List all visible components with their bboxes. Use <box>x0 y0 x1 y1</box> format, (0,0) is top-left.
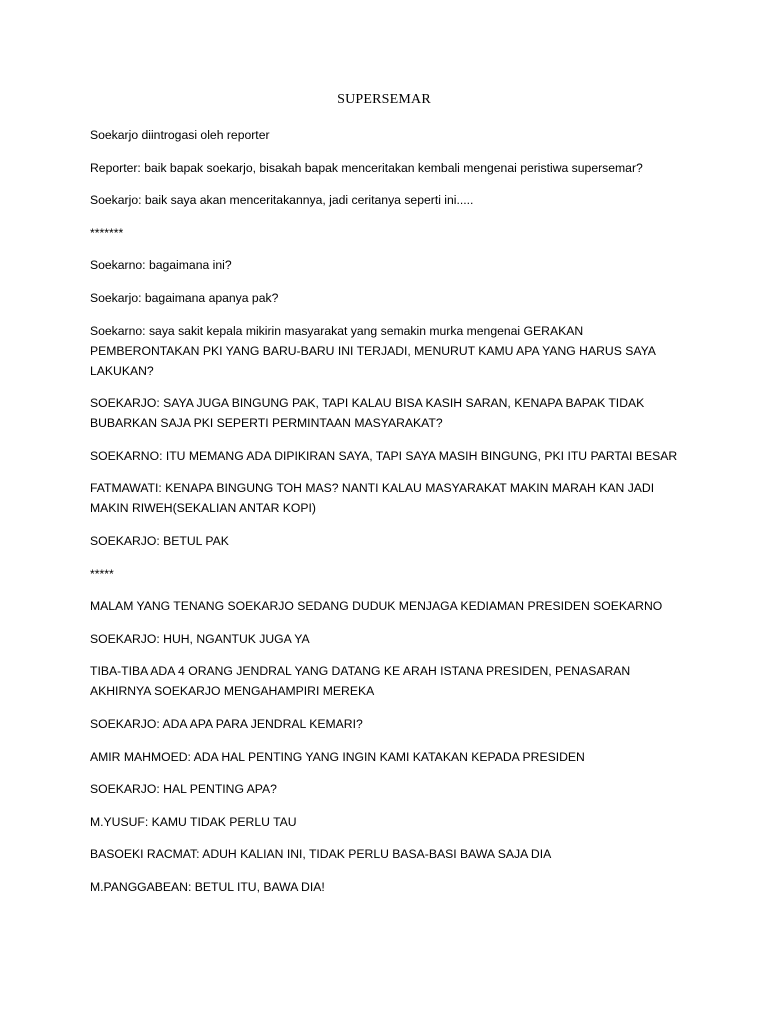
paragraph: SOEKARNO: ITU MEMANG ADA DIPIKIRAN SAYA, TAPI SAYA MASIH BINGUNG, PKI ITU PARTAI BESAR <box>90 448 678 463</box>
paragraph: Soekarjo diintrogasi oleh reporter <box>90 128 270 142</box>
paragraph: Soekarno: saya sakit kepala mikirin masyarakat yang semakin murka mengenai GERAKAN PEMBERONTAKAN PKI YANG BARU-BARU INI TERJADI, MENURUT KAMU APA YANG HARUS SAYA LAKUKAN? <box>90 323 656 378</box>
paragraph: TIBA-TIBA ADA 4 ORANG JENDRAL YANG DATANG KE ARAH ISTANA PRESIDEN, PENASARAN AKHIRNYA SOEKARJO MENGAHAMPIRI MEREKA <box>90 664 631 699</box>
paragraph: M.PANGGABEAN: BETUL ITU, BAWA DIA! <box>90 879 325 894</box>
separator: ***** <box>90 566 114 581</box>
document-title: SUPERSEMAR <box>337 92 431 107</box>
document-body <box>90 125 680 909</box>
paragraph: MALAM YANG TENANG SOEKARJO SEDANG DUDUK MENJAGA KEDIAMAN PRESIDEN SOEKARNO <box>90 599 663 614</box>
paragraph: M.YUSUF: KAMU TIDAK PERLU TAU <box>90 814 297 829</box>
paragraph: SOEKARJO: HAL PENTING APA? <box>90 782 277 797</box>
paragraph: BASOEKI RACMAT: ADUH KALIAN INI, TIDAK PERLU BASA-BASI BAWA SAJA DIA <box>90 847 552 862</box>
paragraph: AMIR MAHMOED: ADA HAL PENTING YANG INGIN KAMI KATAKAN KEPADA PRESIDEN <box>90 749 585 764</box>
paragraph: SOEKARJO: SAYA JUGA BINGUNG PAK, TAPI KALAU BISA KASIH SARAN, KENAPA BAPAK TIDAK BUBARKAN SAJA PKI SEPERTI PERMINTAAN MASYARAKAT? <box>90 396 645 431</box>
separator: ******* <box>90 225 124 240</box>
paragraph: Reporter: baik bapak soekarjo, bisakah bapak menceritakan kembali mengenai peristiwa supersemar? <box>90 160 643 175</box>
paragraph: FATMAWATI: KENAPA BINGUNG TOH MAS? NANTI KALAU MASYARAKAT MAKIN MARAH KAN JADI MAKIN RIWEH(SEKALIAN ANTAR KOPI) <box>90 481 655 516</box>
paragraph: Soekarjo: bagaimana apanya pak? <box>90 290 279 305</box>
paragraph: SOEKARJO: ADA APA PARA JENDRAL KEMARI? <box>90 716 363 731</box>
paragraph: Soekarjo: baik saya akan menceritakannya, jadi ceritanya seperti ini..... <box>90 193 474 208</box>
paragraph: SOEKARJO: HUH, NGANTUK JUGA YA <box>90 631 310 646</box>
paragraph: SOEKARJO: BETUL PAK <box>90 533 229 548</box>
paragraph: Soekarno: bagaimana ini? <box>90 258 232 273</box>
